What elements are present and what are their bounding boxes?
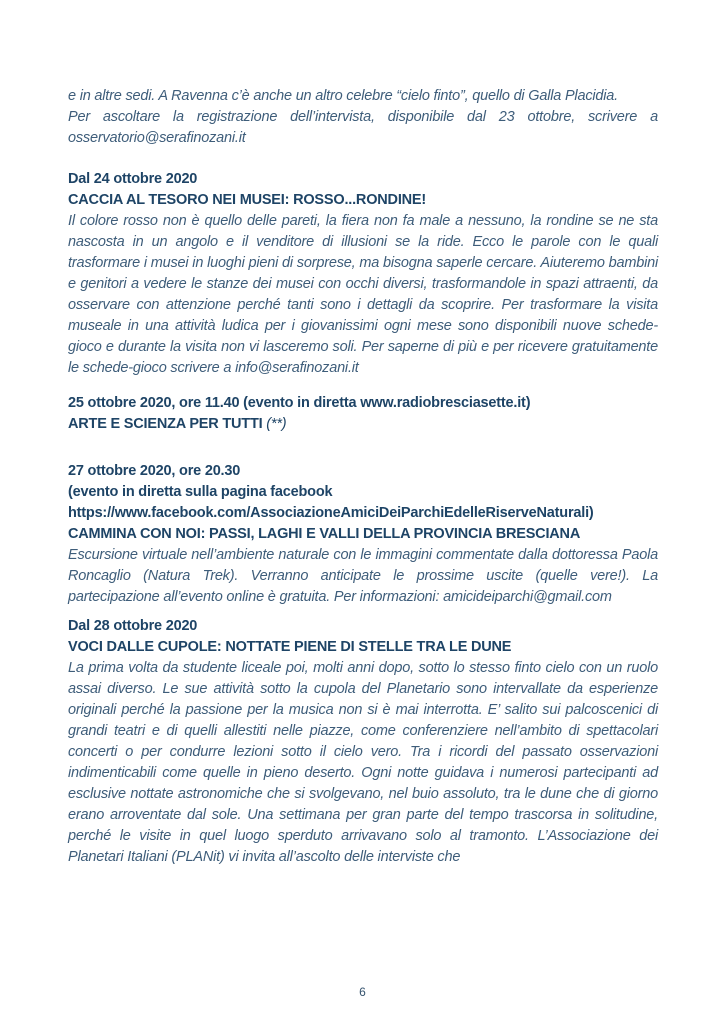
event1-date: Dal 24 ottobre 2020	[68, 171, 198, 187]
section-gap	[68, 149, 658, 169]
section-gap	[68, 608, 658, 616]
event2-title-note: (**)	[266, 416, 287, 432]
section-gap	[68, 379, 658, 393]
page-number: 6	[359, 985, 366, 999]
event2-date: 25 ottobre 2020, ore 11.40 (evento in diretta www.radiobresciasette.it)	[68, 395, 531, 411]
event2-title	[68, 414, 658, 435]
event3-title: CAMMINA CON NOI: PASSI, LAGHI E VALLI DELLA PROVINCIA BRESCIANA	[68, 526, 581, 542]
event1-description: Il colore rosso non è quello delle pareti, la fiera non fa male a nessuno, la rondine se ne sta nascosta in un angolo e il venditore di illusioni se la ride. Ecco le parole con le quali trasformare i musei in luoghi pieni di sorprese, ma bisogna saperle cercare. Aiuteremo bambini e genitori a vedere le stanze dei musei con occhi diversi, trasformandole in spazi attraenti, da osservare con attenzione perché tanti sono i dettagli da scoprire. Per trasformare la visita museale in una attività ludica per i giovanissimi ogni mese sono disponibili nuove schede-gioco e durante la visita non vi lasceremo soli. Per saperne di più e per ricevere gratuitamente le schede-gioco scrivere a info@serafinozani.it	[68, 213, 658, 376]
event4-description: La prima volta da studente liceale poi, molti anni dopo, sotto lo stesso finto cielo con un ruolo assai diverso. Le sue attività sotto la cupola del Planetario sono intervallate da esperienze originali perché la passione per la musica non si è mai interrotta. E’ salito sui palcoscenici di grandi teatri e di quelli allestiti nelle piazze, come conferenziere nell’ambito di spettacolari concerti o per condurre lezioni sotto il cielo vero. Tra i ricordi del passato osservazioni indimenticabili come quelle in pieno deserto. Ogni notte guidava i numerosi partecipanti ad esclusive nottate astronomiche che si svolgevano, nel buio assoluto, tra le dune che di giorno erano arroventate dal sole. Una settimana per gran parte del tempo trascorsa in solitudine, perché le visite in quel luogo sperduto arrivavano solo al tramonto. L’Associazione dei Planetari Italiani (PLANit) vi invita all’ascolto delle interviste che	[68, 660, 658, 865]
page-content	[68, 86, 658, 868]
event1-title: CACCIA AL TESORO NEI MUSEI: ROSSO...RONDINE!	[68, 192, 427, 208]
section-gap	[68, 435, 658, 461]
event3-date: 27 ottobre 2020, ore 20.30	[68, 463, 241, 479]
event3-venue-line: (evento in diretta sulla pagina facebook	[68, 484, 333, 500]
event3-description: Escursione virtuale nell’ambiente naturale con le immagini commentate dalla dottoressa Paola Roncaglio (Natura Trek). Verranno anticipate le prossime uscite (quelle vere!). La partecipazione all’evento online è gratuita. Per informazioni: amicideiparchi@gmail.com	[68, 547, 658, 605]
event2-title-text: ARTE E SCIENZA PER TUTTI	[68, 416, 263, 432]
event4-title: VOCI DALLE CUPOLE: NOTTATE PIENE DI STELLE TRA LE DUNE	[68, 639, 512, 655]
event4-date: Dal 28 ottobre 2020	[68, 618, 198, 634]
intro-paragraph-2: Per ascoltare la registrazione dell’intervista, disponibile dal 23 ottobre, scrivere a osservatorio@serafinozani.it	[68, 109, 658, 146]
intro-paragraph-1: e in altre sedi. A Ravenna c’è anche un altro celebre “cielo finto”, quello di Galla Placidia.	[68, 88, 618, 104]
event3-facebook-url: https://www.facebook.com/AssociazioneAmiciDeiParchiEdelleRiserveNaturali)	[68, 505, 594, 521]
